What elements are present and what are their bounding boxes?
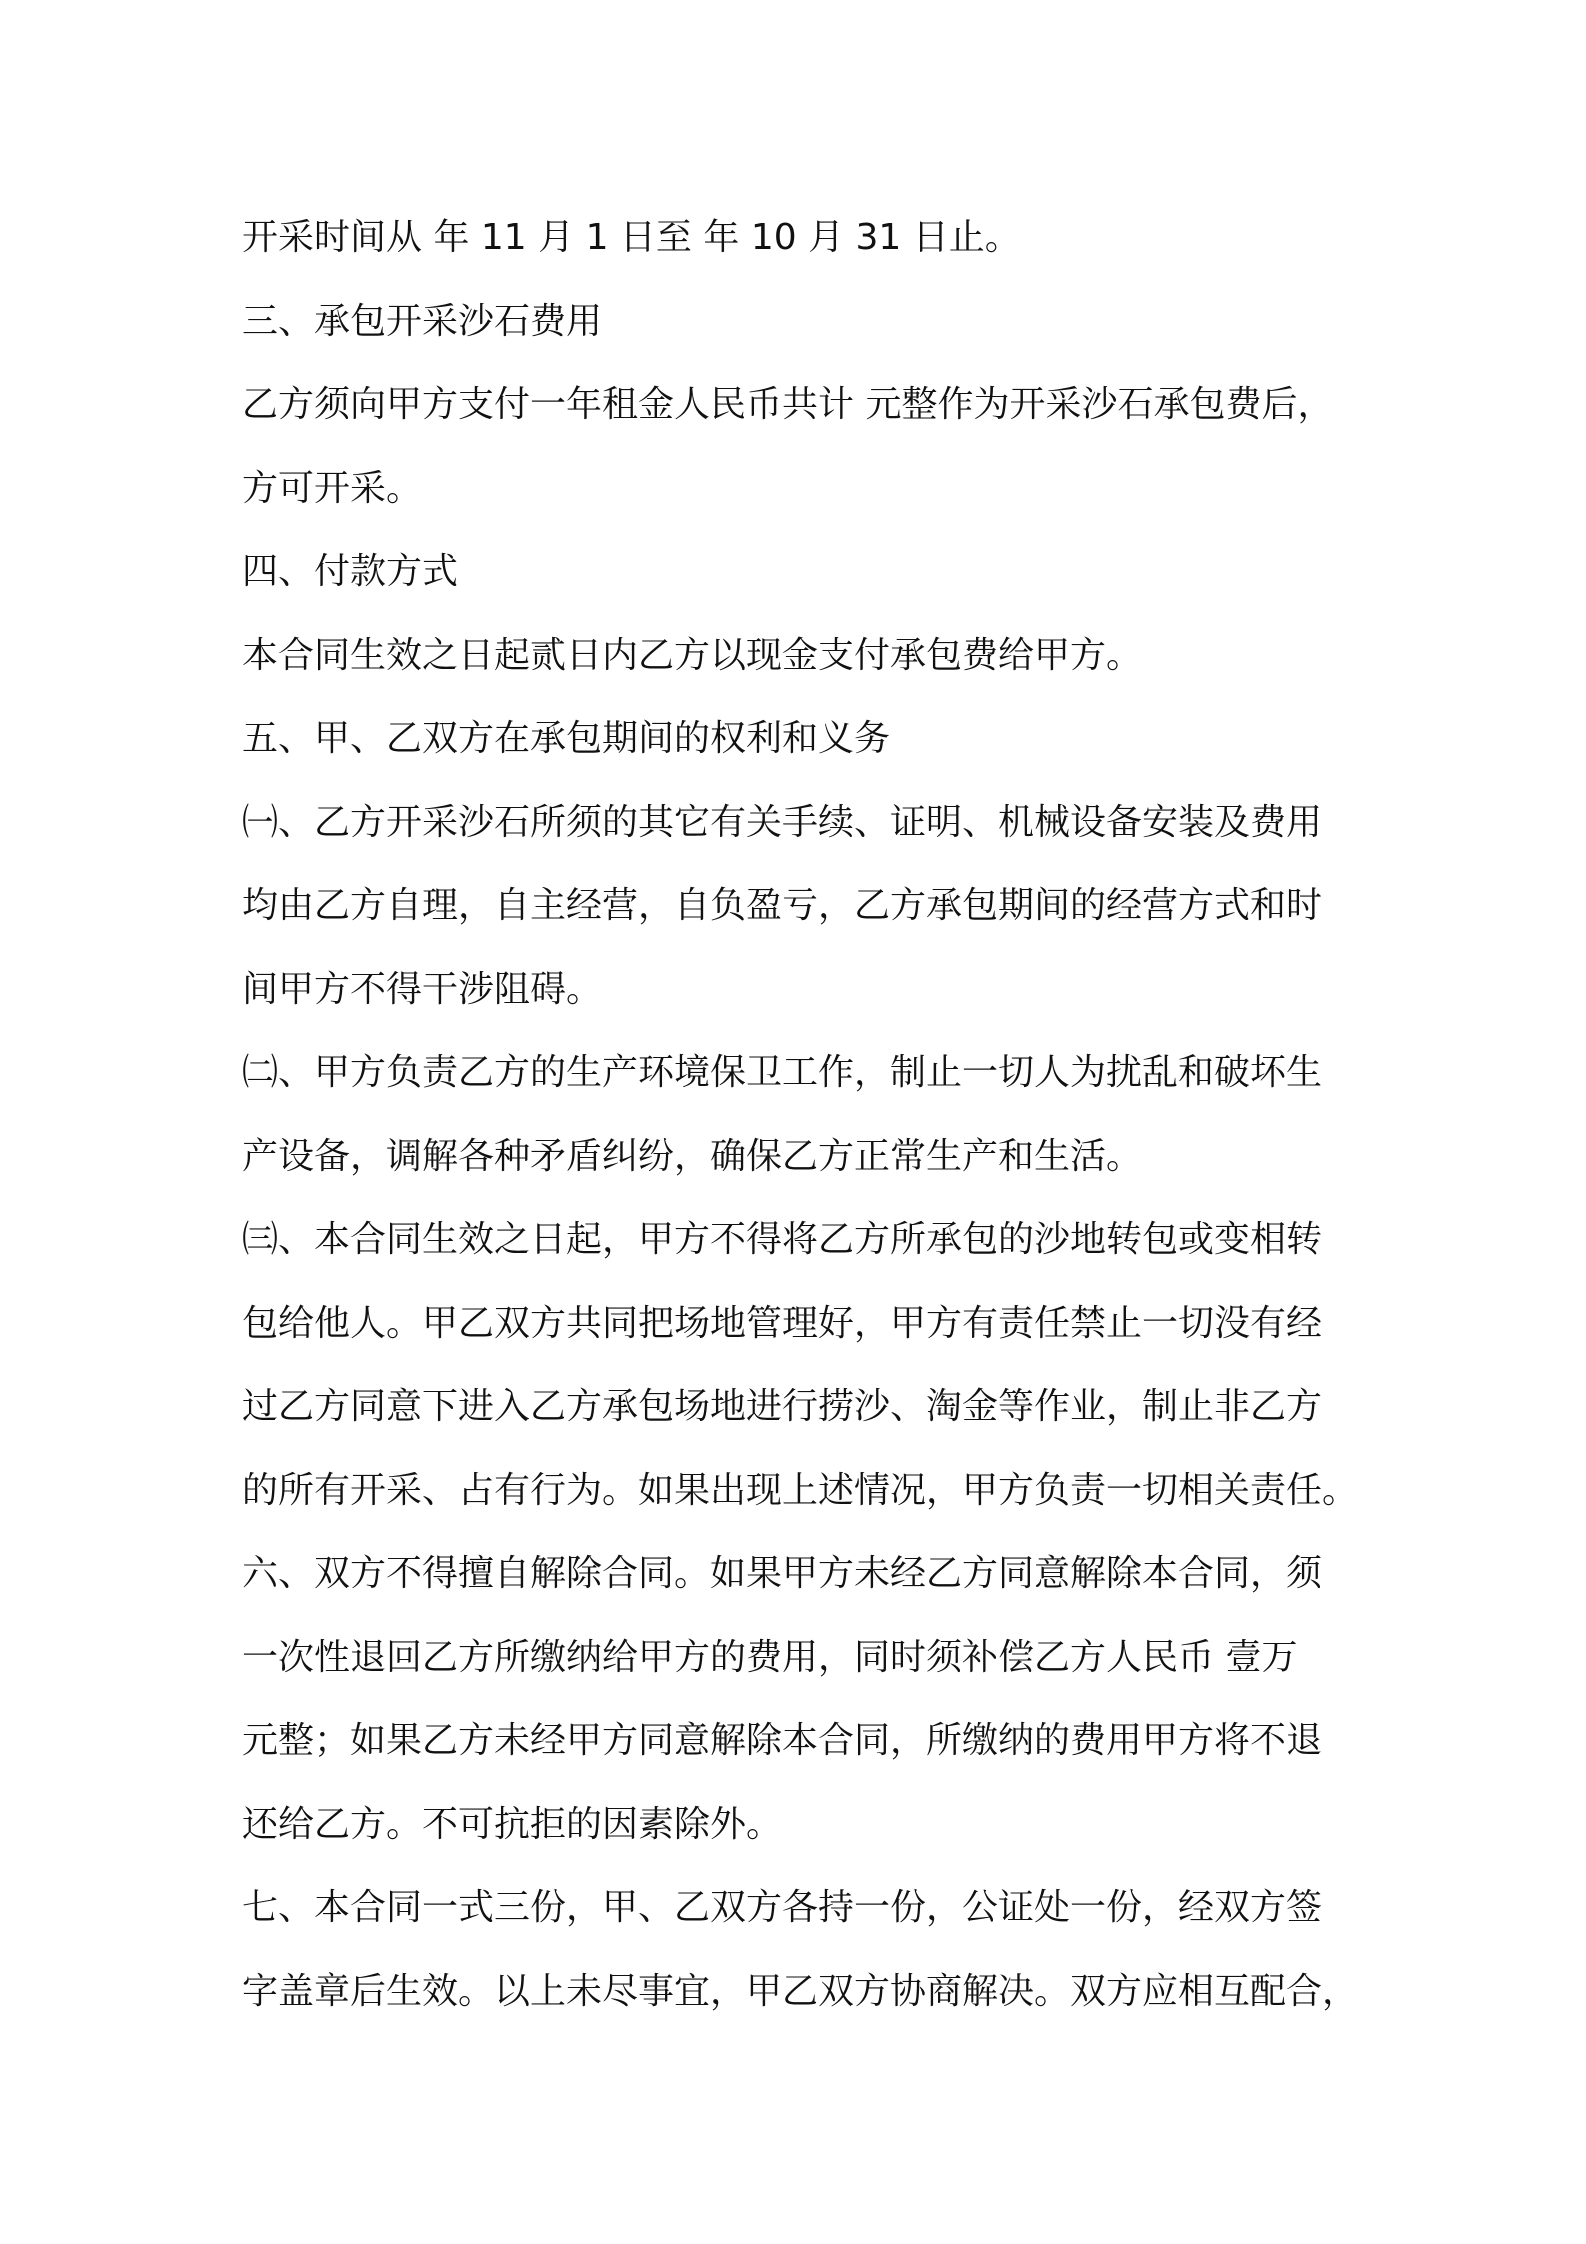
clause-1-line: 间甲方不得干涉阻碍。 [242, 968, 603, 1010]
section-heading-5: 五、甲、乙双方在承包期间的权利和义务 [242, 718, 891, 759]
text-line: 本合同生效之日起贰日内乙方以现金支付承包费给甲方。 [242, 634, 1143, 676]
clause-3-line: 的所有开采、占有行为。如果出现上述情况，甲方负责一切相关责任。 [242, 1469, 1359, 1511]
clause-2-line: ㈡、甲方负责乙方的生产环境保卫工作，制止一切人为扰乱和破坏生 [242, 1052, 1323, 1093]
section-6-line: 还给乙方。不可抗拒的因素除外。 [242, 1803, 783, 1845]
document-body [242, 196, 1362, 2033]
text-line-mining-period: 开采时间从 年 11 月 1 日至 年 10 月 31 日止。 [242, 217, 1021, 258]
clause-1-line: 均由乙方自理，自主经营，自负盈亏，乙方承包期间的经营方式和时 [242, 885, 1323, 926]
clause-3-line: 包给他人。甲乙双方共同把场地管理好，甲方有责任禁止一切没有经 [242, 1302, 1323, 1344]
clause-3-line: 过乙方同意下进入乙方承包场地进行捞沙、淘金等作业，制止非乙方 [242, 1386, 1323, 1427]
clause-2-line: 产设备，调解各种矛盾纠纷，确保乙方正常生产和生活。 [242, 1135, 1143, 1177]
section-6-line: 元整；如果乙方未经甲方同意解除本合同，所缴纳的费用甲方将不退 [242, 1720, 1323, 1761]
section-heading-4: 四、付款方式 [242, 551, 459, 592]
clause-1-line: ㈠、乙方开采沙石所须的其它有关手续、证明、机械设备安装及费用 [242, 801, 1323, 843]
section-7-line: 字盖章后生效。以上未尽事宜，甲乙双方协商解决。双方应相互配合， [242, 1970, 1359, 2012]
section-6-line: 一次性退回乙方所缴纳给甲方的费用，同时须补偿乙方人民币 壹万 [242, 1636, 1298, 1678]
section-6-line: 六、双方不得擅自解除合同。如果甲方未经乙方同意解除本合同，须 [242, 1553, 1323, 1594]
clause-3-line: ㈢、本合同生效之日起，甲方不得将乙方所承包的沙地转包或变相转 [242, 1219, 1323, 1260]
text-line: 方可开采。 [242, 467, 423, 509]
section-7-line: 七、本合同一式三份，甲、乙双方各持一份，公证处一份，经双方签 [242, 1887, 1323, 1928]
section-heading-3: 三、承包开采沙石费用 [242, 300, 603, 342]
text-line: 乙方须向甲方支付一年租金人民币共计 元整作为开采沙石承包费后， [242, 384, 1334, 425]
